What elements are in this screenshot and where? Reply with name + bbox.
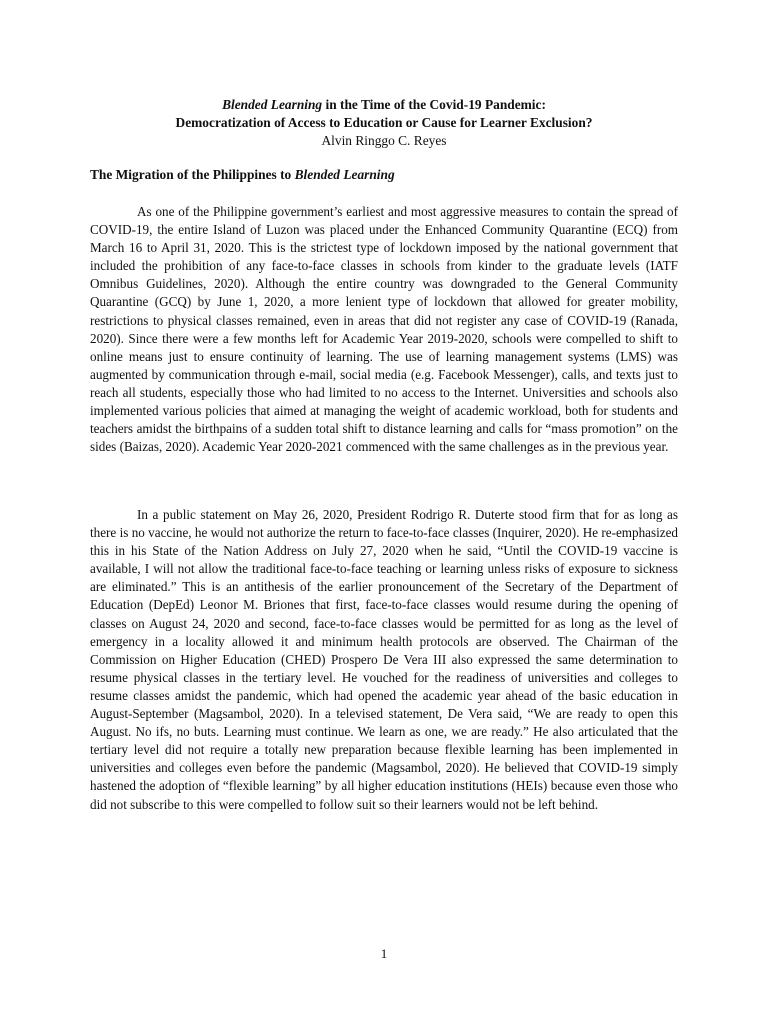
- title-block: [90, 96, 678, 150]
- page-number: 1: [380, 946, 388, 961]
- body-paragraph-2: In a public statement on May 26, 2020, President Rodrigo R. Duterte stood firm that for as long as there is no vaccine, he would not authorize the return to face-to-face classes (Inquirer, 2020). He re-emphasized this in his State of the Nation Address on July 27, 2020 when he said, “Until the COVID-19 vaccine is available, I will not allow the traditional face-to-face teaching or learning unless risks of exposure to sickness are eliminated.” This is an antithesis of the earlier pronouncement of the Secretary of the Department of Education (DepEd) Leonor M. Briones that first, face-to-face classes would resume during the opening of classes on August 24, 2020 and second, face-to-face classes would be permitted for as long as the level of emergency in a locality allowed it and minimum health protocols are observed. The Chairman of the Commission on Higher Education (CHED) Prospero De Vera III also expressed the same determination to resume physical classes in the tertiary level. He vouched for the readiness of universities and colleges to resume classes amidst the pandemic, which had opened the academic year ahead of the basic education in August-September (Magsambol, 2020). In a televised statement, De Vera said, “We are ready to open this August. No ifs, no buts. Learning must continue. We learn as one, we are ready.” He also articulated that the tertiary level did not require a totally new preparation because flexible learning has been implemented in universities and colleges even before the pandemic (Magsambol, 2020). He believed that COVID-19 simply hastened the adoption of “flexible learning” by all higher education institutions (HEIs) because even those who did not subscribe to this were compelled to follow suit so their learners would not be left behind.: [90, 507, 678, 812]
- title-line-1: [90, 96, 678, 114]
- body-paragraph-1: As one of the Philippine government’s earliest and most aggressive measures to contain the spread of COVID-19, the entire Island of Luzon was placed under the Enhanced Community Quarantine (ECQ) from March 16 to April 31, 2020. This is the strictest type of lockdown imposed by the national government that included the prohibition of any face-to-face classes in schools from kinder to the graduate levels (IATF Omnibus Guidelines, 2020). Although the entire country was downgraded to the General Community Quarantine (GCQ) by June 1, 2020, a more lenient type of lockdown that allowed for greater mobility, restrictions to physical classes remained, even in areas that did not register any case of COVID-19 (Ranada, 2020). Since there were a few months left for Academic Year 2019-2020, schools were compelled to shift to online means just to ensure continuity of learning. The use of learning management systems (LMS) was augmented by communication through e-mail, social media (e.g. Facebook Messenger), calls, and texts just to reach all students, especially those who had limited to no access to the Internet. Universities and schools also implemented various policies that aimed at managing the weight of academic workload, both for students and teachers amidst the birthpains of a sudden total shift to distance learning and calls for “mass promotion” on the sides (Baizas, 2020). Academic Year 2020-2021 commenced with the same challenges as in the previous year.: [90, 204, 678, 455]
- title-line-1-rest: in the Time of the Covid-19 Pandemic:: [322, 97, 546, 112]
- title-line-2: Democratization of Access to Education or Cause for Learner Exclusion?: [175, 115, 593, 130]
- title-italic: Blended Learning: [222, 97, 323, 112]
- section-heading-italic: Blended Learning: [294, 167, 395, 182]
- section-heading: [90, 167, 395, 183]
- author-name: Alvin Ringgo C. Reyes: [321, 133, 447, 148]
- section-heading-prefix: The Migration of the Philippines to: [90, 167, 295, 182]
